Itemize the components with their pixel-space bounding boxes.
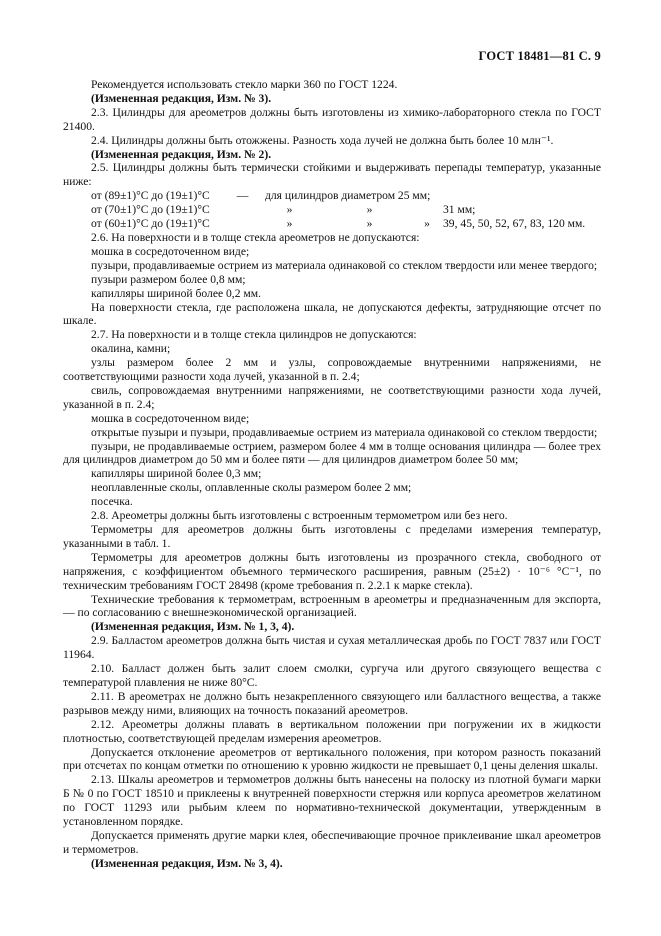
ditto-mark: » [366, 217, 373, 231]
paragraph: мошка в сосредоточенном виде; [91, 411, 250, 425]
temperature-row [91, 217, 601, 231]
ditto-mark: » [286, 203, 293, 217]
paragraph: пузыри, не продавливаемые острием, размером более 4 мм в толще основания цилиндра — более трех для цилиндров диаметром до 50 мм и более пяти — для цилиндров диаметром более 50 мм; [63, 439, 601, 467]
paragraph: пузыри размером более 0,8 мм; [91, 272, 246, 286]
temperature-condition: для цилиндров диаметром 25 мм; [265, 189, 431, 203]
temperature-range: от (60±1)°С до (19±1)°С [91, 217, 210, 231]
amendment-note: (Измененная редакция, Изм. № 3, 4). [91, 856, 283, 870]
paragraph: На поверхности стекла, где расположена шкала, не допускаются дефекты, затрудняющие отсчет по шкале. [63, 300, 601, 328]
dash: — [236, 189, 249, 203]
cylinder-diameters: 39, 45, 50, 52, 67, 83, 120 мм. [443, 217, 586, 231]
amendment-note: (Измененная редакция, Изм. № 2). [91, 147, 272, 161]
paragraph: 2.3. Цилиндры для ареометров должны быть изготовлены из химико-лабораторного стекла по ГОСТ 21400. [63, 105, 601, 133]
paragraph: свиль, сопровождаемая внутренними напряжениями, не соответствующими разности хода лучей, указанной в п. 2.4; [63, 383, 601, 411]
paragraph: Термометры для ареометров должны быть изготовлены из прозрачного стекла, свободного от напряжения, с коэффициентом объемного термического расширения, равным (25±2) · 10⁻⁶ °С⁻¹, по техническим требованиям ГОСТ 28498 (кроме требования п. 2.2.1 к марке стекла). [63, 550, 601, 592]
paragraph: 2.11. В ареометрах не должно быть незакрепленного связующего или балластного вещества, а также разрывов между ними, влияющих на точность показаний ареометров. [63, 689, 601, 717]
paragraph: 2.4. Цилиндры должны быть отожжены. Разность хода лучей не должна быть более 10 млн⁻¹. [91, 133, 554, 147]
paragraph: узлы размером более 2 мм и узлы, сопровождаемые внутренними напряжениями, не соответствующими разности хода лучей, указанной в п. 2.4; [63, 356, 601, 384]
paragraph: окалина, камни; [91, 342, 171, 356]
page-header: ГОСТ 18481—81 С. 9 [478, 49, 601, 63]
paragraph: 2.13. Шкалы ареометров и термометров должны быть нанесены на полоску из плотной бумаги марки Б № 0 по ГОСТ 18510 и приклеены к внутренней поверхности стержня или корпуса ареометров желатином по ГОСТ 11293 или рыбьим клеем по нормативно-технической документации, утвержденным в установленном порядке. [63, 773, 601, 829]
ditto-mark: » [424, 217, 430, 231]
paragraph: посечка. [91, 495, 133, 509]
paragraph: капилляры шириной более 0,3 мм; [91, 467, 262, 481]
ditto-mark: » [286, 217, 293, 231]
paragraph: мошка в сосредоточенном виде; [91, 244, 250, 258]
paragraph: 2.5. Цилиндры должны быть термически стойкими и выдерживать перепады температур, указанные ниже: [63, 161, 601, 189]
paragraph: 2.10. Балласт должен быть залит слоем смолки, сургуча или другого связующего вещества с температурой плавления не ниже 80°С. [63, 662, 601, 689]
paragraph: открытые пузыри и пузыри, продавливаемые острием из материала одинаковой со стеклом твердости; [91, 425, 598, 439]
temperature-row [91, 189, 601, 203]
ditto-mark: » [366, 203, 373, 217]
paragraph: Допускается отклонение ареометров от вертикального положения, при котором разность показаний при отсчетах по концам отметки по отношению к уровню жидкости не превышает 0,1 цены деления шкалы. [63, 745, 601, 773]
ditto-mark [228, 203, 257, 217]
amendment-note: (Измененная редакция, Изм. № 1, 3, 4). [91, 620, 295, 634]
paragraph: 2.7. На поверхности и в толще стекла цилиндров не допускаются: [91, 328, 417, 342]
paragraph: 2.6. На поверхности и в толще стекла ареометров не допускаются: [91, 230, 420, 244]
paragraph: 2.12. Ареометры должны плавать в вертикальном положении при погружении их в жидкости плотностью, соответствующей пределам измерения ареометров. [63, 717, 601, 745]
paragraph: 2.9. Балластом ареометров должна быть чистая и сухая металлическая дробь по ГОСТ 7837 или ГОСТ 11964. [63, 634, 601, 662]
document-body [63, 78, 601, 871]
paragraph: Рекомендуется использовать стекло марки 360 по ГОСТ 1224. [91, 78, 398, 91]
paragraph: неоплавленные сколы, оплавленные сколы размером более 2 мм; [91, 481, 412, 495]
paragraph: 2.8. Ареометры должны быть изготовлены с встроенным термометром или без него. [91, 509, 508, 523]
temperature-range: от (70±1)°С до (19±1)°С [91, 203, 210, 217]
paragraph: Допускается применять другие марки клея, обеспечивающие прочное приклеивание шкал ареометров и термометров. [63, 828, 601, 856]
temperature-row [91, 203, 601, 217]
cylinder-diameters: 31 мм; [443, 203, 476, 217]
ditto-mark [417, 203, 437, 217]
amendment-note: (Измененная редакция, Изм. № 3). [91, 91, 272, 105]
paragraphs-block-2 [63, 231, 601, 871]
paragraph: пузыри, продавливаемые острием из материала одинаковой со стеклом твердости или менее твердого; [91, 258, 598, 272]
paragraphs-block-1 [63, 78, 601, 189]
ditto-mark [228, 217, 257, 231]
paragraph: Термометры для ареометров должны быть изготовлены с пределами измерения температур, указанными в табл. 1. [63, 523, 601, 550]
paragraph: капилляры шириной более 0,2 мм. [91, 286, 261, 300]
temperature-range: от (89±1)°С до (19±1)°С [91, 189, 210, 203]
paragraph: Технические требования к термометрам, встроенным в ареометры и предназначенным для экспорта, — по согласованию с внешнеэкономической организацией. [63, 592, 601, 620]
temperature-list [63, 189, 601, 231]
